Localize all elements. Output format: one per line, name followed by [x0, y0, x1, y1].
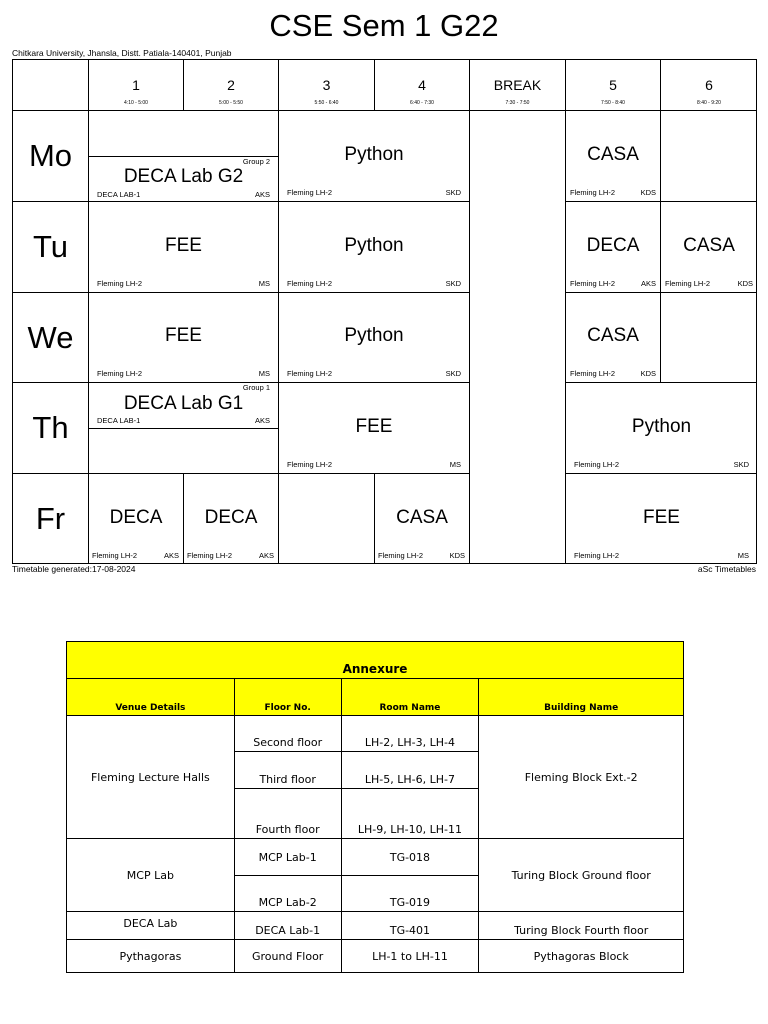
lesson-cell: [89, 202, 279, 293]
subject-name: CASA: [587, 144, 639, 165]
lesson-cell: [184, 474, 279, 564]
period-header-5: [566, 60, 661, 111]
day-label-thursday: Th: [13, 383, 89, 474]
corner-cell: [13, 60, 89, 111]
building-cell: Turing Block Fourth floor: [479, 912, 684, 940]
period-number: 3: [322, 77, 331, 93]
day-label-monday: Mo: [13, 111, 89, 202]
period-time: 7:30 - 7:50: [505, 100, 530, 106]
subject-name: DECA: [109, 507, 163, 528]
floor-cell: Second floor: [234, 716, 341, 752]
floor-cell: Ground Floor: [234, 940, 341, 973]
room-name: Fleming LH-2: [97, 369, 143, 378]
teacher-code: AKS: [254, 190, 270, 199]
room-cell: LH-5, LH-6, LH-7: [341, 752, 479, 789]
teacher-code: SKD: [445, 188, 461, 197]
lesson-cell: [279, 202, 470, 293]
period-time: 6:40 - 7:30: [410, 100, 434, 106]
subject-name: DECA Lab G2: [123, 166, 244, 187]
generator-brand: aSc Timetables: [697, 564, 756, 574]
teacher-code: KDS: [449, 551, 465, 560]
subject-name: Python: [344, 325, 404, 346]
subject-name: Python: [631, 416, 692, 437]
subject-name: Python: [344, 144, 404, 165]
teacher-code: SKD: [445, 369, 461, 378]
subject-name: DECA: [586, 235, 640, 256]
room-name: Fleming LH-2: [570, 279, 616, 288]
teacher-code: SKD: [445, 279, 461, 288]
period-header-2: [184, 60, 279, 111]
venue-cell: MCP Lab: [67, 839, 235, 912]
lesson-cell: [566, 383, 757, 474]
period-header-break: [470, 60, 566, 111]
room-name: Fleming LH-2: [287, 188, 333, 197]
room-name: Fleming LH-2: [287, 279, 333, 288]
room-name: Fleming LH-2: [570, 369, 616, 378]
room-name: DECA LAB-1: [97, 416, 141, 425]
period-header-6: [661, 60, 757, 111]
teacher-code: MS: [737, 551, 749, 560]
teacher-code: MS: [258, 369, 270, 378]
room-name: Fleming LH-2: [187, 551, 233, 560]
teacher-code: SKD: [733, 460, 749, 469]
group-label: Group 2: [242, 157, 270, 166]
room-name: Fleming LH-2: [570, 188, 616, 197]
page-title: CSE Sem 1 G22: [269, 8, 499, 43]
teacher-code: KDS: [640, 188, 656, 197]
floor-cell: MCP Lab-2: [234, 876, 341, 912]
subject-name: CASA: [587, 325, 639, 346]
teacher-code: KDS: [737, 279, 753, 288]
annexure-title: Annexure: [67, 642, 684, 679]
period-number: 4: [418, 77, 426, 93]
group-divider: [89, 428, 278, 429]
table-row: [67, 839, 684, 876]
venue-cell: DECA Lab: [67, 912, 235, 940]
teacher-code: AKS: [163, 551, 179, 560]
building-cell: Turing Block Ground floor: [479, 839, 684, 912]
group-label: Group 1: [242, 383, 270, 392]
teacher-code: MS: [258, 279, 270, 288]
table-row: [67, 912, 684, 940]
empty-cell: [279, 474, 375, 564]
lesson-cell: [279, 111, 470, 202]
teacher-code: KDS: [640, 369, 656, 378]
lesson-cell: [566, 111, 661, 202]
room-cell: TG-401: [341, 912, 479, 940]
period-number: 6: [705, 77, 713, 93]
table-row: [67, 716, 684, 752]
room-name: Fleming LH-2: [287, 460, 333, 469]
break-column: [470, 111, 566, 564]
period-time: 5:50 - 6:40: [314, 100, 339, 106]
floor-cell: Third floor: [234, 752, 341, 789]
period-header-4: [375, 60, 470, 111]
period-time: 5:00 - 5:50: [219, 100, 243, 106]
room-name: Fleming LH-2: [574, 551, 620, 560]
period-time: 4:10 - 5:00: [124, 100, 148, 106]
lesson-cell: [89, 293, 279, 383]
teacher-code: AKS: [254, 416, 270, 425]
lesson-cell: [375, 474, 470, 564]
subject-name: FEE: [165, 235, 202, 256]
column-header: Building Name: [479, 679, 684, 716]
lesson-cell: [566, 202, 661, 293]
day-label-tuesday: Tu: [13, 202, 89, 293]
empty-cell: [661, 111, 757, 202]
floor-cell: DECA Lab-1: [234, 912, 341, 940]
institution-address: Chitkara University, Jhansla, Distt. Patiala-140401, Punjab: [12, 48, 232, 58]
teacher-code: MS: [449, 460, 461, 469]
day-label-wednesday: We: [13, 293, 89, 383]
lesson-cell: [279, 383, 470, 474]
annexure-table: [66, 641, 684, 973]
teacher-code: AKS: [640, 279, 656, 288]
venue-cell: Fleming Lecture Halls: [67, 716, 235, 839]
lesson-cell: [661, 202, 757, 293]
subject-name: DECA: [204, 507, 258, 528]
room-name: Fleming LH-2: [92, 551, 138, 560]
lesson-cell: [89, 383, 279, 474]
building-cell: Fleming Block Ext.-2: [479, 716, 684, 839]
room-name: DECA LAB-1: [97, 190, 141, 199]
column-header: Venue Details: [67, 679, 235, 716]
period-number: 5: [609, 77, 617, 93]
column-header: Floor No.: [234, 679, 341, 716]
period-header-1: [89, 60, 184, 111]
room-cell: LH-2, LH-3, LH-4: [341, 716, 479, 752]
room-cell: LH-9, LH-10, LH-11: [341, 789, 479, 839]
lesson-cell: [89, 474, 184, 564]
subject-name: DECA Lab G1: [123, 393, 244, 414]
subject-name: CASA: [683, 235, 735, 256]
generated-date: Timetable generated:17-08-2024: [12, 564, 136, 574]
timetable-grid: [12, 59, 757, 564]
lesson-cell: [89, 111, 279, 202]
period-number: 2: [227, 77, 235, 93]
room-name: Fleming LH-2: [287, 369, 333, 378]
period-time: 7:50 - 8:40: [601, 100, 625, 106]
room-name: Fleming LH-2: [665, 279, 711, 288]
room-cell: TG-018: [341, 839, 479, 876]
table-row: [67, 940, 684, 973]
room-name: Fleming LH-2: [378, 551, 424, 560]
subject-name: Python: [344, 235, 404, 256]
subject-name: CASA: [396, 507, 448, 528]
room-cell: LH-1 to LH-11: [341, 940, 479, 973]
period-number: 1: [132, 77, 140, 93]
venue-cell: Pythagoras: [67, 940, 235, 973]
lesson-cell: [279, 293, 470, 383]
subject-name: FEE: [165, 325, 202, 346]
floor-cell: Fourth floor: [234, 789, 341, 839]
room-cell: TG-019: [341, 876, 479, 912]
room-name: Fleming LH-2: [574, 460, 620, 469]
day-label-friday: Fr: [13, 474, 89, 564]
floor-cell: MCP Lab-1: [234, 839, 341, 876]
subject-name: FEE: [355, 416, 393, 437]
subject-name: FEE: [643, 507, 680, 528]
room-name: Fleming LH-2: [97, 279, 143, 288]
empty-cell: [661, 293, 757, 383]
teacher-code: AKS: [258, 551, 274, 560]
annexure-header-row: [67, 679, 684, 716]
column-header: Room Name: [341, 679, 479, 716]
period-time: 8:40 - 9:20: [697, 100, 721, 106]
building-cell: Pythagoras Block: [479, 940, 684, 973]
period-number: BREAK: [493, 77, 542, 93]
lesson-cell: [566, 474, 757, 564]
lesson-cell: [566, 293, 661, 383]
period-header-3: [279, 60, 375, 111]
